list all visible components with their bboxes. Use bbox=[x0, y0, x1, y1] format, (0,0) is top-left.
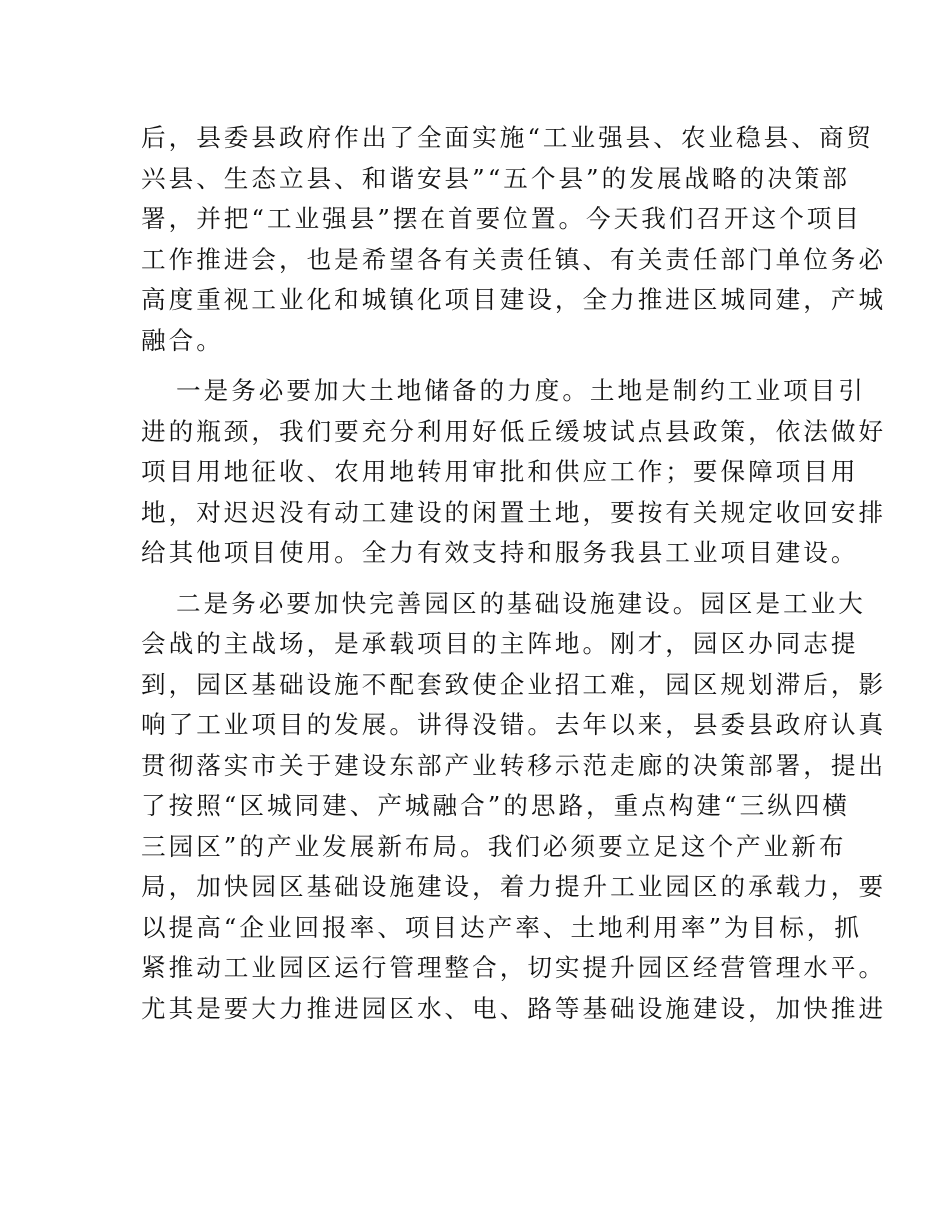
text-line: 局，加快园区基础设施建设，着力提升工业园区的承载力，要 bbox=[141, 872, 887, 901]
text-line: 响了工业项目的发展。讲得没错。去年以来，县委县政府认真 bbox=[141, 710, 887, 739]
text-line: 兴县、生态立县、和谐安县”“五个县”的发展战略的决策部 bbox=[141, 163, 850, 193]
text-line: 项目用地征收、农用地转用审批和供应工作；要保障项目用 bbox=[141, 457, 859, 486]
text-line: 贯彻落实市关于建设东部产业转移示范走廊的决策部署，提出 bbox=[141, 750, 887, 780]
document-body bbox=[141, 118, 887, 1029]
text-line: 二是务必要加快完善园区的基础设施建设。园区是工业大 bbox=[176, 588, 866, 618]
paragraph-land-reserve bbox=[141, 371, 887, 574]
text-line: 会战的主战场，是承载项目的主阵地。刚才，园区办同志提 bbox=[141, 629, 859, 658]
text-line: 地，对迟迟没有动工建设的闲置土地，要按有关规定收回安排 bbox=[141, 497, 887, 527]
text-line: 给其他项目使用。全力有效支持和服务我县工业项目建设。 bbox=[141, 538, 859, 567]
text-line: 到，园区基础设施不配套致使企业招工难，园区规划滞后，影 bbox=[141, 669, 887, 699]
text-line: 以提高“企业回报率、项目达产率、土地利用率”为目标，抓 bbox=[141, 912, 862, 942]
text-line: 后，县委县政府作出了全面实施“工业强县、农业稳县、商贸 bbox=[141, 123, 875, 152]
text-line: 融合。 bbox=[141, 325, 224, 355]
paragraph-continuation bbox=[141, 118, 887, 361]
paragraph-park-infrastructure bbox=[141, 584, 887, 1030]
text-line: 紧推动工业园区运行管理整合，切实提升园区经营管理水平。 bbox=[141, 953, 887, 982]
text-line: 三园区”的产业发展新布局。我们必须要立足这个产业新布 bbox=[141, 831, 847, 861]
text-line: 工作推进会，也是希望各有关责任镇、有关责任部门单位务必 bbox=[141, 244, 887, 274]
text-line: 一是务必要加大土地储备的力度。土地是制约工业项目引 bbox=[176, 376, 866, 405]
text-line: 高度重视工业化和城镇化项目建设，全力推进区城同建，产城 bbox=[141, 285, 887, 314]
text-line: 了按照“区城同建、产城融合”的思路，重点构建“三纵四横 bbox=[141, 791, 850, 820]
text-line: 署，并把“工业强县”摆在首要位置。今天我们召开这个项目 bbox=[141, 204, 862, 233]
text-line: 进的瓶颈，我们要充分利用好低丘缓坡试点县政策，依法做好 bbox=[141, 416, 887, 446]
text-line: 尤其是要大力推进园区水、电、路等基础设施建设，加快推进 bbox=[141, 993, 887, 1023]
